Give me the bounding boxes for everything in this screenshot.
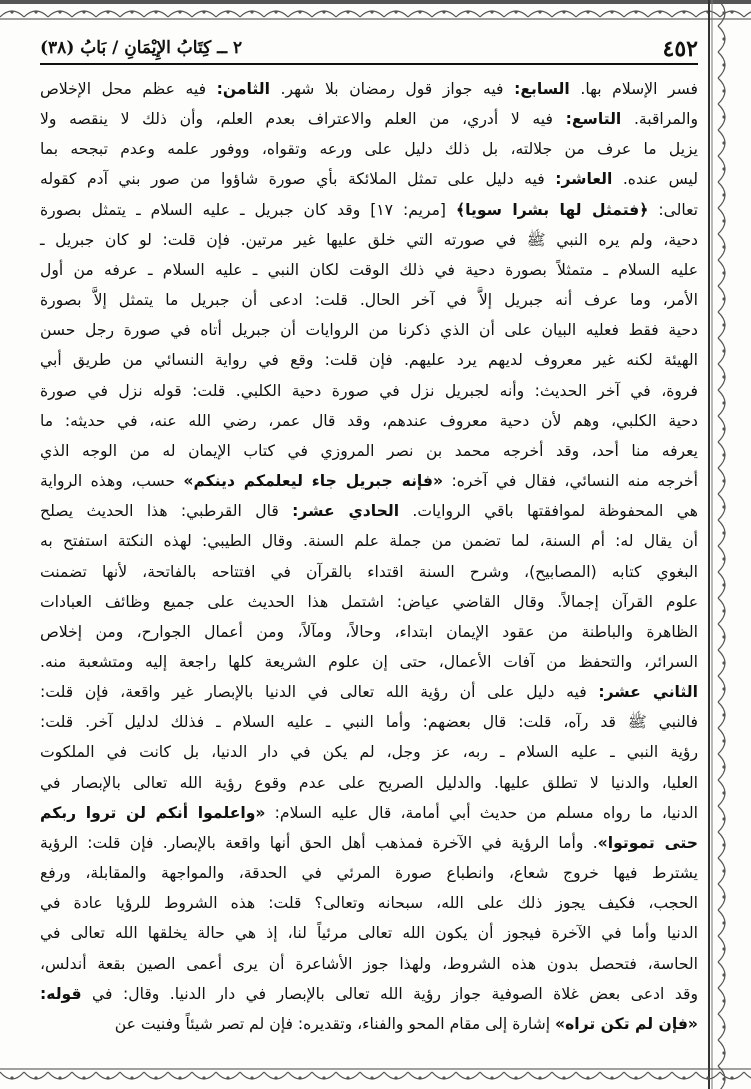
text-line	[40, 949, 698, 979]
text-run: الدنيا وأما في الآخرة فيجوز أن يكون الله تعالى مرئياً لنا، إذ هي حالة يخلقها الله تعالى في	[40, 924, 698, 943]
bold-run: الحادي عشر:	[292, 502, 400, 521]
bold-run: قوله:	[40, 984, 82, 1003]
text-line	[40, 496, 698, 526]
text-run: فسر الإسلام بها.	[569, 80, 698, 98]
bold-run: السابع:	[514, 80, 570, 98]
text-run: دحية الكلبي، وهم لأن دحية معروف عندهم، وقد قال عمر، رضي الله عنه، في حديثه: ما	[40, 411, 698, 430]
text-run: فيه عظم محل الإخلاص	[40, 80, 217, 98]
text-line	[40, 315, 698, 345]
text-run: دحية فقط فعليه البيان على أن الذي ذكرنا من الروايات أن جبريل أتاه في صورة رجل حسن	[40, 321, 698, 340]
text-line	[40, 677, 698, 707]
text-line	[40, 345, 698, 375]
page-number: ٤٥٢	[662, 36, 698, 62]
text-line	[40, 828, 698, 858]
text-run: الدنيا، ما رواه مسلم من حديث أبي أمامة، قال عليه السلام:	[265, 803, 698, 822]
text-run: الهيئة لكنه غير معروف لديهم يرد عليهم. فإن قلت: وقع في رواية النسائي من طريق أبي	[40, 351, 698, 370]
bold-run: «واعلموا أنكم لن تروا ربكم	[40, 803, 266, 822]
bottom-border-ornament	[0, 1066, 751, 1089]
text-line	[40, 979, 698, 1009]
right-border-ornament	[706, 0, 751, 1089]
text-line	[40, 164, 698, 194]
text-run: فيه جواز قول رمضان بلا شهر.	[269, 80, 515, 98]
text-run: الظاهرة والباطنة من عقود الإيمان ابتداء، وحالاً، ومآلاً، ومن أعمال الجوارح، ومن إخلاص	[40, 622, 698, 641]
text-run: يشترط فيها خروج شعاع، وانطباع صورة المرئي في الحدقة، والمواجهة والمقابلة، ورفع	[40, 864, 698, 883]
text-run: علوم القرآن إجمالاً. وقال القاضي عياض: اشتمل هذا الحديث على جميع وظائف العبادات	[40, 592, 698, 611]
text-line	[40, 526, 698, 556]
text-run: البغوي كتابه (المصابيح)، وشرح السنة اقتداء بالقرآن في افتتاحه بالفاتحة، لأنها تضمنت	[40, 562, 698, 581]
text-line	[40, 617, 698, 647]
text-run: العليا، والدنيا لا تطلق عليها. والدليل الصريح على عدم وقوع رؤية الله تعالى بالإبصار في	[40, 773, 698, 792]
text-run: يعرفه منا أحد، وقد أخرجه محمد بن نصر المروزي في كتاب الإيمان له من الوجه الذي	[40, 441, 698, 460]
text-line	[40, 647, 698, 677]
text-line	[40, 737, 698, 767]
text-line	[40, 225, 698, 255]
text-run: رؤية النبي ـ عليه السلام ـ ربه، عز وجل، لم يكن في دار الدنيا، بل كانت في الملكوت	[40, 743, 698, 762]
text-line	[40, 376, 698, 406]
bold-run: التاسع:	[565, 110, 622, 129]
text-run: . وأما الرؤية في الآخرة فمذهب أهل الحق أنها واقعة بالإبصار. فإن قلت: الرؤية	[40, 833, 598, 852]
text-run: وقد ادعى بعض غلاة الصوفية جواز رؤية الله تعالى بالإبصار في دار الدنيا. وقال: في	[81, 984, 698, 1003]
text-line	[40, 918, 698, 948]
text-run: حسب، وهذه الرواية	[40, 472, 184, 491]
text-line	[40, 798, 698, 828]
text-line	[40, 255, 698, 285]
text-run: يزيل ما عرف من جلالته، بل ذلك دليل على ورعه وتقواه، ووفور علمه وعدم تبجحه بما	[40, 140, 698, 159]
text-run: [مريم: ١٧] وقد كان جبريل ـ عليه السلام ـ يتمثل بصورة	[40, 200, 456, 219]
text-run: فيه دليل على أن رؤية الله تعالى في الدنيا بالإبصار غير واقعة، فإن قلت:	[40, 683, 599, 702]
header-rule	[40, 63, 698, 65]
text-run: فالنبي ﷺ قد رآه، قلت: قال بعضهم: وأما النبي ـ عليه السلام ـ فذلك لدليل آخر. قلت:	[40, 713, 698, 732]
text-line	[40, 74, 698, 104]
text-run: أخرجه منه النسائي، فقال في آخره:	[443, 472, 698, 491]
bold-run: حتى تموتوا»	[597, 833, 698, 852]
text-line	[40, 858, 698, 888]
text-line	[40, 104, 698, 134]
text-line	[40, 557, 698, 587]
text-run: هي المحفوظة لموافقتها باقي الروايات.	[399, 502, 698, 521]
bold-run: الثامن:	[216, 80, 270, 98]
text-line	[40, 466, 698, 496]
text-run: أن يقال له: أم السنة، لما تضمن من جملة علم السنة. وقال الطيبي: لهذه النكتة استفتح به	[40, 532, 698, 551]
text-run: السرائر، والتحفظ من آفات الأعمال، حتى إن علوم الشريعة كلها راجعة إليه ومتشعبة منه.	[40, 652, 698, 671]
body-text	[40, 74, 698, 1039]
text-line	[40, 587, 698, 617]
text-line	[40, 1009, 698, 1039]
page-header	[40, 36, 698, 62]
bold-run: «فإن لم تكن تراه»	[555, 1014, 698, 1033]
text-run: دحية، ولم يره النبي ﷺ في صورته التي خلق عليها غير مرتين. فإن قلت: لو كان جبريل ـ	[40, 230, 698, 249]
text-run: فيه دليل على تمثل الملائكة بأي صورة شاؤوا من صور بني آدم كقوله	[40, 170, 556, 189]
text-run: عليه السلام ـ متمثلاً بصورة دحية في ذلك الوقت لكان النبي ـ عليه السلام ـ عرفه من أول	[40, 260, 698, 279]
text-line	[40, 436, 698, 466]
bold-run: الثاني عشر:	[598, 683, 698, 702]
text-line	[40, 195, 698, 225]
text-run: ليس عنده.	[612, 170, 698, 189]
running-head: ٢ ــ كِتَابُ الإِيْمَانِ / بَابُ (٣٨)	[40, 38, 243, 58]
text-run: والمراقبة.	[621, 110, 698, 129]
text-run: فروة، في آخر الحديث: وأنه لجبريل نزل في صورة دحية الكلبي. قلت: قوله نزل في صورة	[40, 381, 698, 400]
text-run: الحاسة، فتحصل بدون هذه الشروط، ولهذا جوز الأشاعرة أن يرى أعمى الصين بقعة أندلس،	[40, 954, 698, 973]
text-run: الأمر، وما عرف أنه جبريل إلاَّ في آخر الحال. قلت: ادعى أن جبريل ما يتمثل إلاَّ بصورة	[40, 291, 698, 310]
bold-run: «فإنه جبريل جاء ليعلمكم دينكم»	[183, 472, 444, 491]
text-line	[40, 768, 698, 798]
text-line	[40, 707, 698, 737]
top-border-ornament	[0, 0, 751, 22]
text-line	[40, 285, 698, 315]
text-run: قال القرطبي: هذا الحديث يصلح	[40, 502, 293, 521]
text-run: الحجب، فكيف يجوز ذلك على الله، سبحانه وتعالى؟ قلت: هذه الشروط للرؤيا عادة في	[40, 894, 698, 913]
text-line	[40, 134, 698, 164]
text-run: إشارة إلى مقام المحو والفناء، وتقديره: فإن لم تصر شيئاً وفنيت عن	[114, 1014, 556, 1033]
text-line	[40, 888, 698, 918]
bold-run: العاشر:	[555, 170, 613, 189]
text-run: تعالى:	[648, 200, 698, 219]
bold-run: ﴿فتمثل لها بشرا سويا﴾	[455, 200, 649, 219]
text-run: فيه لا أدري، من العلم والاعتراف بعدم العلم، وأن ذلك لا ينقصه ولا	[40, 110, 566, 129]
text-line	[40, 406, 698, 436]
